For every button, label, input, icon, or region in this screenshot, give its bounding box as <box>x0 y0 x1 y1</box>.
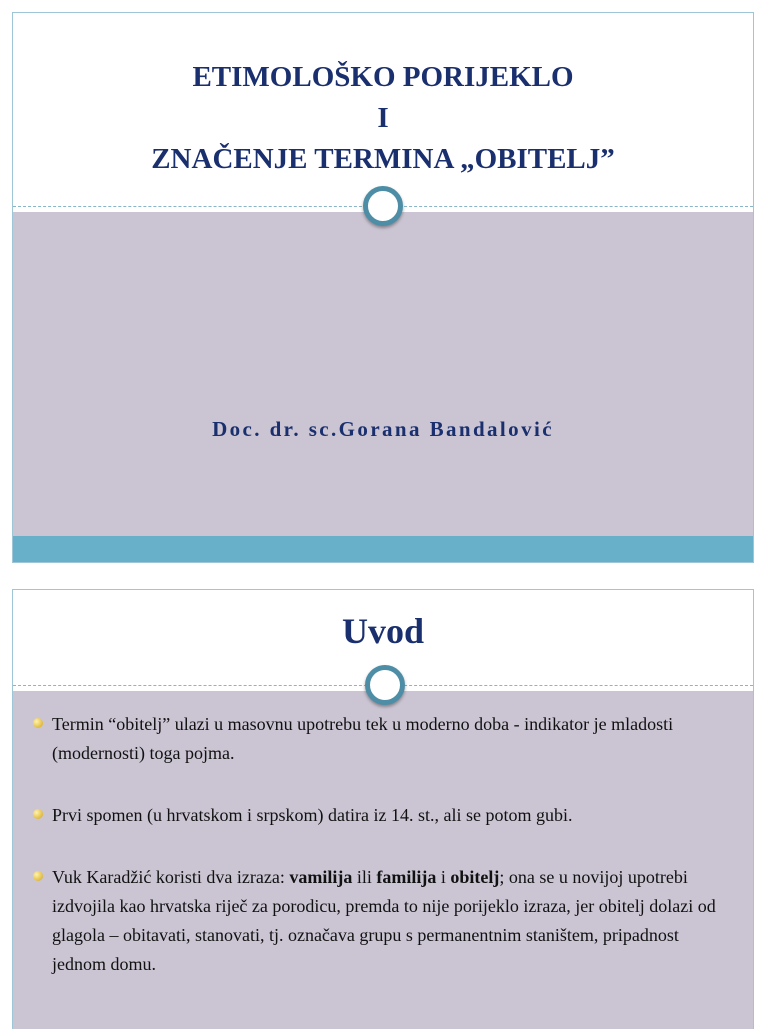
bullet-list <box>33 710 735 979</box>
body-area <box>13 212 753 536</box>
title-line-3: ZNAČENJE TERMINA „OBITELJ” <box>151 143 615 175</box>
bullet-dot-icon <box>33 871 43 881</box>
term-familija: familija <box>376 867 437 887</box>
bullet-text: Prvi spomen (u hrvatskom i srpskom) datira iz 14. st., ali se potom gubi. <box>52 805 573 825</box>
section-title: Uvod <box>341 611 425 651</box>
term-vamilija: vamilija <box>289 867 353 887</box>
title-line-1: ETIMOLOŠKO PORIJEKLO <box>192 61 574 93</box>
slide-uvod <box>12 589 754 1029</box>
accent-bar <box>13 536 753 562</box>
bullet-item <box>33 710 735 768</box>
title-area <box>13 13 753 206</box>
bullet-dot-icon <box>33 718 43 728</box>
bullet-text: Termin “obitelj” ulazi u masovnu upotrebu tek u moderno doba - indikator je mladosti (modernosti) toga pojma. <box>52 714 674 763</box>
bullet-text-mid: i <box>436 867 451 887</box>
bullet-item <box>33 801 735 830</box>
term-obitelj: obitelj <box>450 867 500 887</box>
bullet-item <box>33 863 735 979</box>
author-name: Doc. dr. sc.Gorana Bandalović <box>212 417 554 441</box>
main-title <box>13 57 753 180</box>
circle-ornament-icon <box>365 665 405 705</box>
circle-ornament-icon <box>363 186 403 226</box>
bullet-text-post: ; ona se u novijoj upotrebi izdvojila kao hrvatska riječ za porodicu, premda to nije porijeklo izraza, jer obitelj dolazi od glagola – obitavati, stanovati, tj. označava grupu s permanentnim staništem, pripadnost jednom domu. <box>52 867 716 974</box>
slide-title <box>12 12 754 563</box>
title-line-2: I <box>377 102 389 134</box>
bullet-text-pre: Vuk Karadžić koristi dva izraza: <box>52 867 290 887</box>
bullet-text-mid: ili <box>352 867 377 887</box>
bullet-dot-icon <box>33 809 43 819</box>
